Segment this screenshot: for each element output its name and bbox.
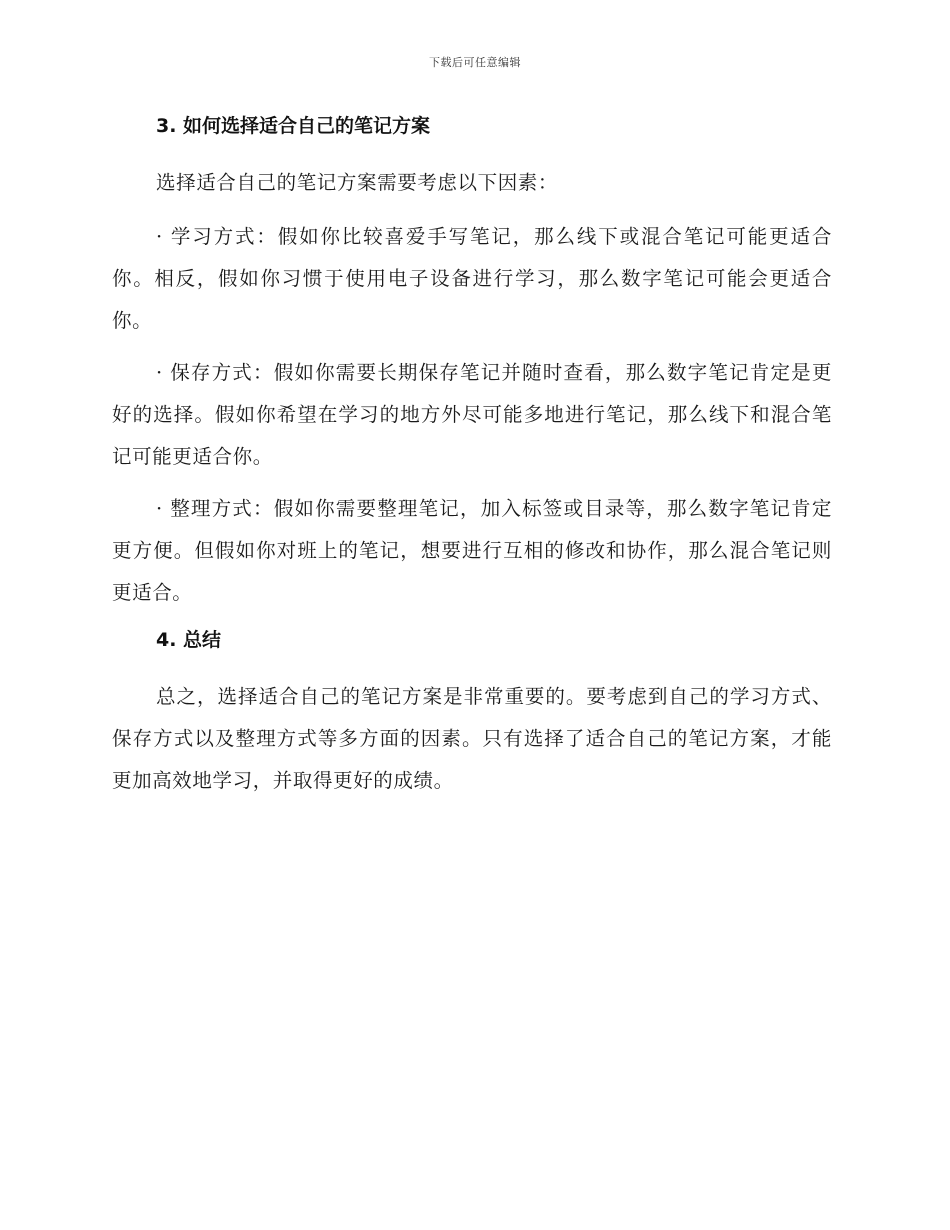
bullet-organizing-style: · 整理方式：假如你需要整理笔记，加入标签或目录等，那么数字笔记肯定更方便。但假如你对班上的笔记，想要进行互相的修改和协作，那么混合笔记则更适合。 xyxy=(112,497,832,604)
bullet-storage-style: · 保存方式：假如你需要长期保存笔记并随时查看，那么数字笔记肯定是更好的选择。假如你希望在学习的地方外尽可能多地进行笔记，那么线下和混合笔记可能更适合你。 xyxy=(112,361,832,468)
document-body xyxy=(112,110,832,812)
section-3-intro: 选择适合自己的笔记方案需要考虑以下因素： xyxy=(156,171,559,194)
section-4-heading: 4. 总结 xyxy=(156,629,222,651)
section-3-heading: 3. 如何选择适合自己的笔记方案 xyxy=(156,115,431,137)
page-header-note: 下载后可任意编辑 xyxy=(429,56,521,69)
section-4-summary: 总之，选择适合自己的笔记方案是非常重要的。要考虑到自己的学习方式、保存方式以及整理方式等多方面的因素。只有选择了适合自己的笔记方案，才能更加高效地学习，并取得更好的成绩。 xyxy=(112,685,832,792)
bullet-learning-style: · 学习方式：假如你比较喜爱手写笔记，那么线下或混合笔记可能更适合你。相反，假如你习惯于使用电子设备进行学习，那么数字笔记可能会更适合你。 xyxy=(112,225,832,332)
